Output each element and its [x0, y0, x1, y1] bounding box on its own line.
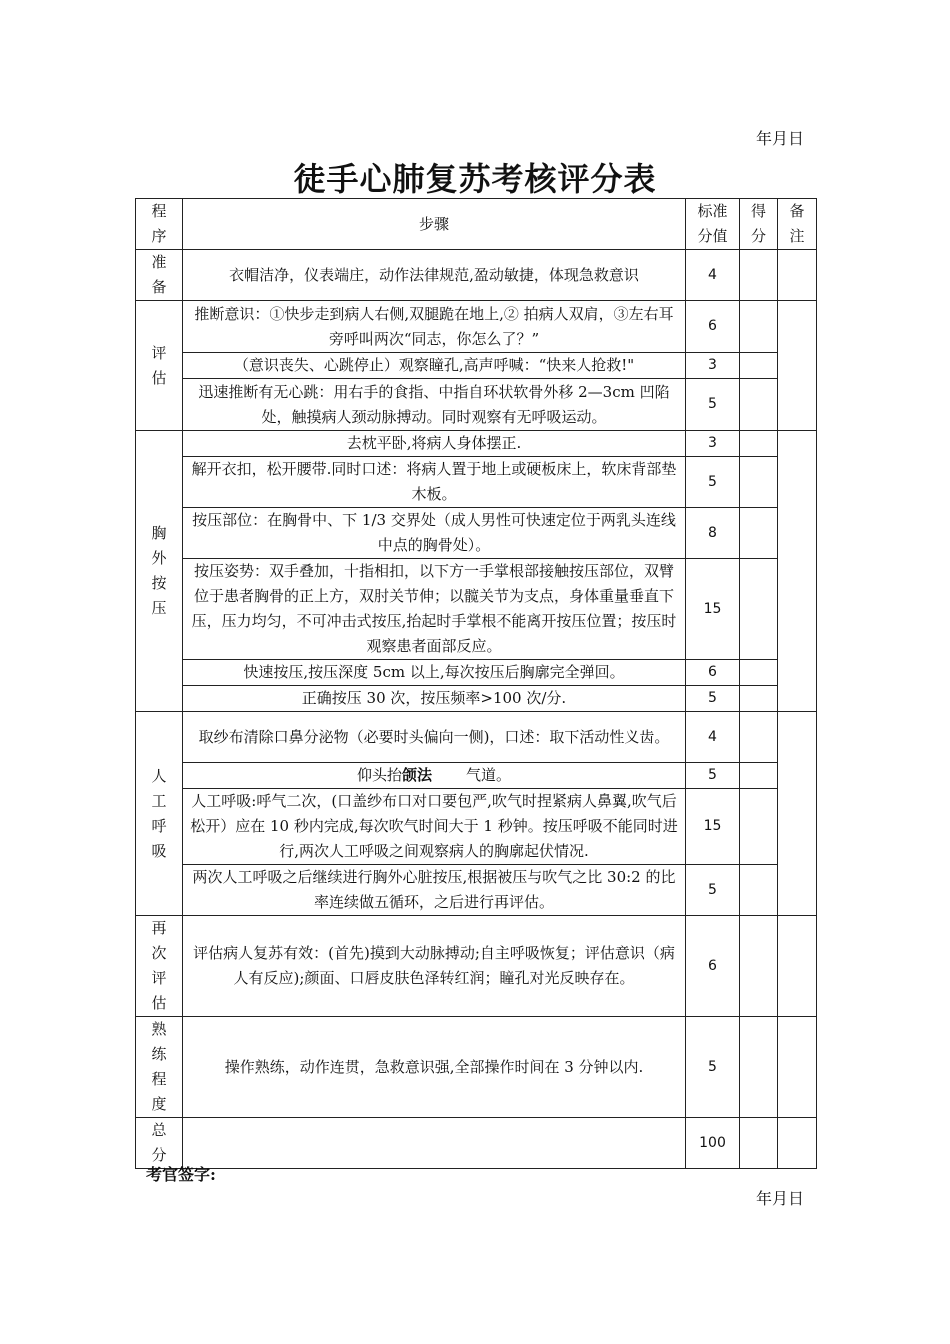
step-cell: 按压部位：在胸骨中、下 1/3 交界处（成人男性可快速定位于两乳头连线中点的胸骨处）。 — [183, 508, 686, 559]
table-row — [136, 559, 817, 660]
note-cell — [778, 431, 817, 712]
page-title: 徒手心肺复苏考核评分表 — [293, 160, 657, 198]
date-bottom: 年月日 — [755, 1189, 804, 1208]
points-cell: 4 — [686, 250, 740, 301]
stage-assess: 评估 — [136, 301, 183, 431]
table-row — [136, 865, 817, 916]
step-cell: 迅速推断有无心跳：用右手的食指、中指自环状软骨外移 2—3cm 凹陷处，触摸病人颈动脉搏动。同时观察有无呼吸运动。 — [183, 379, 686, 431]
step-cell — [183, 763, 686, 789]
header-points: 标准分值 — [686, 199, 740, 250]
score-cell — [740, 250, 778, 301]
step-cell: 人工呼吸:呼气二次，(口盖纱布口对口要包严,吹气时捏紧病人鼻翼,吹气后松开）应在 10 秒内完成,每次吹气时间大于 1 秒钟。按压呼吸不能同时进行,两次人工呼吸之间观察病人的胸廓起伏情况. — [183, 789, 686, 865]
step-cell: 快速按压,按压深度 5cm 以上,每次按压后胸廓完全弹回。 — [183, 660, 686, 686]
stage-breathing: 人工呼吸 — [136, 712, 183, 916]
step-cell: 按压姿势：双手叠加，十指相扣，以下方一手掌根部接触按压部位，双臂位于患者胸骨的正上方，双肘关节伸；以髋关节为支点，身体重量垂直下压，压力均匀，不可冲击式按压,抬起时手掌根不能离开按压位置；按压时观察患者面部反应。 — [183, 559, 686, 660]
score-cell — [740, 301, 778, 353]
score-cell — [740, 712, 778, 763]
table-row-total — [136, 1118, 817, 1169]
score-cell — [740, 763, 778, 789]
score-cell — [740, 508, 778, 559]
points-cell: 3 — [686, 353, 740, 379]
score-table — [135, 198, 817, 1169]
header-note: 备注 — [778, 199, 817, 250]
header-score: 得分 — [740, 199, 778, 250]
step-text-a: 仰头抬 — [356, 766, 402, 784]
note-cell — [778, 1118, 817, 1169]
points-cell: 5 — [686, 379, 740, 431]
score-cell — [740, 457, 778, 508]
points-cell: 15 — [686, 789, 740, 865]
score-cell — [740, 1017, 778, 1118]
step-cell: 操作熟练，动作连贯，急救意识强,全部操作时间在 3 分钟以内. — [183, 1017, 686, 1118]
table-row — [136, 457, 817, 508]
table-row — [136, 379, 817, 431]
note-cell — [778, 301, 817, 431]
points-cell: 6 — [686, 301, 740, 353]
table-row — [136, 789, 817, 865]
table-header-row — [136, 199, 817, 250]
step-text-b: 颌法 — [401, 766, 432, 784]
step-cell: 评估病人复苏有效：(首先)摸到大动脉搏动;自主呼吸恢复；评估意识（病人有反应);颜面、口唇皮肤色泽转红润；瞳孔对光反映存在。 — [183, 916, 686, 1017]
points-cell: 5 — [686, 457, 740, 508]
note-cell — [778, 1017, 817, 1118]
stage-reassess: 再次评估 — [136, 916, 183, 1017]
table-row — [136, 763, 817, 789]
step-cell: （意识丧失、心跳停止）观察瞳孔,高声呼喊：“快来人抢救!" — [183, 353, 686, 379]
score-cell — [740, 686, 778, 712]
step-cell — [183, 1118, 686, 1169]
note-cell — [778, 250, 817, 301]
points-cell: 6 — [686, 916, 740, 1017]
score-cell — [740, 379, 778, 431]
table-row — [136, 916, 817, 1017]
header-stage: 程序 — [136, 199, 183, 250]
table-row — [136, 250, 817, 301]
score-cell — [740, 431, 778, 457]
points-cell: 5 — [686, 763, 740, 789]
table-row — [136, 431, 817, 457]
points-cell: 5 — [686, 686, 740, 712]
score-cell — [740, 916, 778, 1017]
table-row — [136, 1017, 817, 1118]
note-cell — [778, 712, 817, 916]
header-step: 步骤 — [183, 199, 686, 250]
stage-prepare: 准备 — [136, 250, 183, 301]
score-cell — [740, 865, 778, 916]
step-text-c: 气道。 — [466, 766, 512, 784]
table-row — [136, 353, 817, 379]
step-cell: 衣帽洁净，仪表端庄，动作法律规范,盈动敏捷，体现急救意识 — [183, 250, 686, 301]
points-cell: 4 — [686, 712, 740, 763]
date-top: 年月日 — [755, 129, 804, 148]
step-cell: 两次人工呼吸之后继续进行胸外心脏按压,根据被压与吹气之比 30:2 的比率连续做五循环，之后进行再评估。 — [183, 865, 686, 916]
step-cell: 去枕平卧,将病人身体摆正. — [183, 431, 686, 457]
score-cell — [740, 1118, 778, 1169]
score-cell — [740, 660, 778, 686]
score-cell — [740, 559, 778, 660]
points-cell: 5 — [686, 1017, 740, 1118]
stage-compression: 胸外按压 — [136, 431, 183, 712]
score-cell — [740, 789, 778, 865]
note-cell — [778, 916, 817, 1017]
points-cell: 8 — [686, 508, 740, 559]
step-cell: 推断意识：①快步走到病人右侧,双腿跪在地上,② 拍病人双肩，③左右耳旁呼叫两次“同志，你怎么了？” — [183, 301, 686, 353]
stage-proficiency: 熟练程度 — [136, 1017, 183, 1118]
total-points-cell: 100 — [686, 1118, 740, 1169]
score-cell — [740, 353, 778, 379]
table-row — [136, 712, 817, 763]
points-cell: 5 — [686, 865, 740, 916]
step-cell: 取纱布清除口鼻分泌物（必要时头偏向一侧)，口述：取下活动性义齿。 — [183, 712, 686, 763]
stage-total: 总分 — [136, 1118, 183, 1169]
examiner-signature-label: 考官签字: — [146, 1165, 216, 1184]
points-cell: 15 — [686, 559, 740, 660]
points-cell: 3 — [686, 431, 740, 457]
table-row — [136, 301, 817, 353]
step-cell: 解开衣扣，松开腰带.同时口述：将病人置于地上或硬板床上，软床背部垫木板。 — [183, 457, 686, 508]
table-row — [136, 686, 817, 712]
step-cell: 正确按压 30 次，按压频率>100 次/分. — [183, 686, 686, 712]
table-row — [136, 508, 817, 559]
points-cell: 6 — [686, 660, 740, 686]
table-row — [136, 660, 817, 686]
